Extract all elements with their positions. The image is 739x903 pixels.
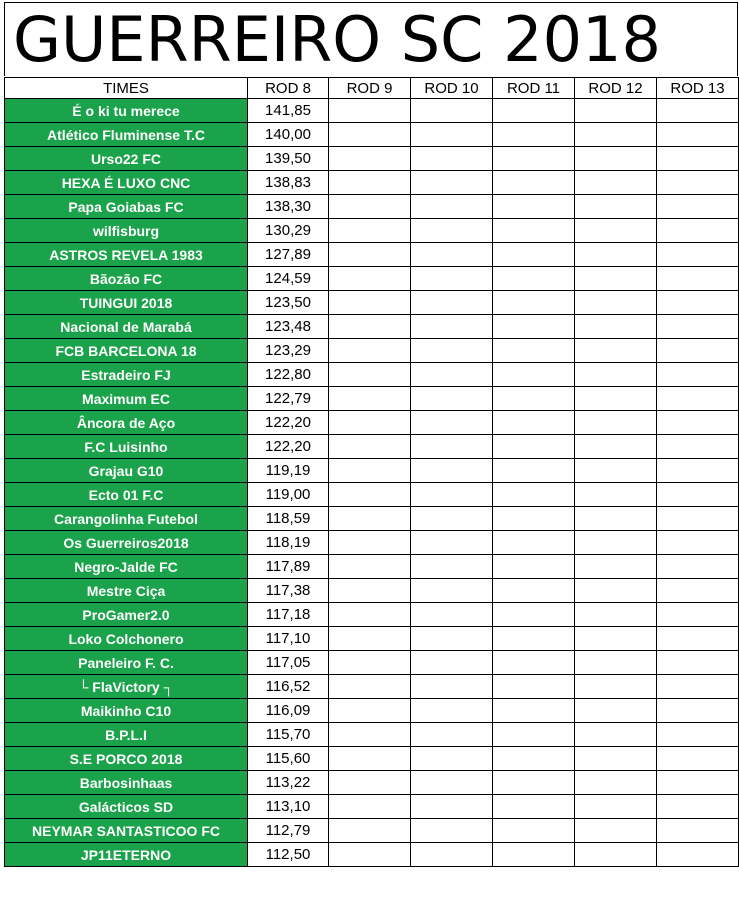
rod8-score-cell[interactable]: 124,59 — [248, 267, 329, 291]
rod10-score-cell[interactable] — [411, 531, 493, 555]
rod8-score-cell[interactable]: 123,48 — [248, 315, 329, 339]
rod10-score-cell[interactable] — [411, 651, 493, 675]
column-header-rod10[interactable]: ROD 10 — [411, 78, 493, 99]
rod11-score-cell[interactable] — [493, 267, 575, 291]
rod10-score-cell[interactable] — [411, 291, 493, 315]
table-row — [5, 195, 739, 219]
rod9-score-cell[interactable] — [329, 507, 411, 531]
rod11-score-cell[interactable] — [493, 315, 575, 339]
table-row — [5, 555, 739, 579]
rod11-score-cell[interactable] — [493, 195, 575, 219]
rod12-score-cell[interactable] — [575, 843, 657, 867]
rod13-score-cell[interactable] — [657, 771, 739, 795]
rod13-score-cell[interactable] — [657, 603, 739, 627]
rod11-score-cell[interactable] — [493, 459, 575, 483]
rod9-score-cell[interactable] — [329, 123, 411, 147]
rod12-score-cell[interactable] — [575, 483, 657, 507]
rod10-score-cell[interactable] — [411, 507, 493, 531]
rod9-score-cell[interactable] — [329, 819, 411, 843]
team-name-cell[interactable]: wilfisburg — [5, 219, 248, 243]
rod11-score-cell[interactable] — [493, 651, 575, 675]
rod11-score-cell[interactable] — [493, 843, 575, 867]
table-row — [5, 315, 739, 339]
rod13-score-cell[interactable] — [657, 147, 739, 171]
table-row — [5, 699, 739, 723]
rod11-score-cell[interactable] — [493, 99, 575, 123]
team-name-cell[interactable]: Âncora de Aço — [5, 411, 248, 435]
rod11-score-cell[interactable] — [493, 723, 575, 747]
team-name-cell[interactable]: Maikinho C10 — [5, 699, 248, 723]
rod12-score-cell[interactable] — [575, 627, 657, 651]
team-name-cell[interactable]: Barbosinhaas — [5, 771, 248, 795]
rod11-score-cell[interactable] — [493, 531, 575, 555]
rod13-score-cell[interactable] — [657, 723, 739, 747]
team-name-cell[interactable]: Negro-Jalde FC — [5, 555, 248, 579]
rod13-score-cell[interactable] — [657, 171, 739, 195]
team-name-cell[interactable]: Atlético Fluminense T.C — [5, 123, 248, 147]
rod10-score-cell[interactable] — [411, 123, 493, 147]
column-header-rod13[interactable]: ROD 13 — [657, 78, 739, 99]
standings-table — [4, 77, 739, 867]
rod13-score-cell[interactable] — [657, 363, 739, 387]
rod11-score-cell[interactable] — [493, 147, 575, 171]
table-row — [5, 579, 739, 603]
team-name-cell[interactable]: Carangolinha Futebol — [5, 507, 248, 531]
rod13-score-cell[interactable] — [657, 219, 739, 243]
rod8-score-cell[interactable]: 116,52 — [248, 675, 329, 699]
rod12-score-cell[interactable] — [575, 651, 657, 675]
rod9-score-cell[interactable] — [329, 579, 411, 603]
rod11-score-cell[interactable] — [493, 507, 575, 531]
rod13-score-cell[interactable] — [657, 747, 739, 771]
rod9-score-cell[interactable] — [329, 459, 411, 483]
rod9-score-cell[interactable] — [329, 699, 411, 723]
table-row — [5, 795, 739, 819]
team-name-cell[interactable]: F.C Luisinho — [5, 435, 248, 459]
rod8-score-cell[interactable]: 140,00 — [248, 123, 329, 147]
rod13-score-cell[interactable] — [657, 435, 739, 459]
rod9-score-cell[interactable] — [329, 243, 411, 267]
table-row — [5, 435, 739, 459]
table-row — [5, 219, 739, 243]
rod10-score-cell[interactable] — [411, 459, 493, 483]
rod13-score-cell[interactable] — [657, 411, 739, 435]
rod8-score-cell[interactable]: 141,85 — [248, 99, 329, 123]
rod9-score-cell[interactable] — [329, 747, 411, 771]
rod11-score-cell[interactable] — [493, 123, 575, 147]
team-name-cell[interactable]: JP11ETERNO — [5, 843, 248, 867]
table-row — [5, 387, 739, 411]
table-row — [5, 723, 739, 747]
rod8-score-cell[interactable]: 130,29 — [248, 219, 329, 243]
team-name-cell[interactable]: FCB BARCELONA 18 — [5, 339, 248, 363]
table-row — [5, 147, 739, 171]
rod13-score-cell[interactable] — [657, 651, 739, 675]
rod12-score-cell[interactable] — [575, 99, 657, 123]
rod8-score-cell[interactable]: 117,10 — [248, 627, 329, 651]
team-name-cell[interactable]: S.E PORCO 2018 — [5, 747, 248, 771]
rod10-score-cell[interactable] — [411, 171, 493, 195]
rod13-score-cell[interactable] — [657, 555, 739, 579]
team-name-cell[interactable]: HEXA É LUXO CNC — [5, 171, 248, 195]
table-row — [5, 267, 739, 291]
rod8-score-cell[interactable]: 127,89 — [248, 243, 329, 267]
table-row — [5, 819, 739, 843]
rod11-score-cell[interactable] — [493, 747, 575, 771]
rod11-score-cell[interactable] — [493, 555, 575, 579]
rod12-score-cell[interactable] — [575, 195, 657, 219]
rod10-score-cell[interactable] — [411, 147, 493, 171]
rod12-score-cell[interactable] — [575, 387, 657, 411]
table-row — [5, 603, 739, 627]
rod12-score-cell[interactable] — [575, 771, 657, 795]
rod13-score-cell[interactable] — [657, 387, 739, 411]
rod8-score-cell[interactable]: 119,19 — [248, 459, 329, 483]
rod10-score-cell[interactable] — [411, 387, 493, 411]
rod12-score-cell[interactable] — [575, 723, 657, 747]
table-row — [5, 171, 739, 195]
rod8-score-cell[interactable]: 123,50 — [248, 291, 329, 315]
rod12-score-cell[interactable] — [575, 363, 657, 387]
rod10-score-cell[interactable] — [411, 627, 493, 651]
rod11-score-cell[interactable] — [493, 171, 575, 195]
rod9-score-cell[interactable] — [329, 627, 411, 651]
table-row — [5, 747, 739, 771]
rod8-score-cell[interactable]: 118,19 — [248, 531, 329, 555]
rod10-score-cell[interactable] — [411, 435, 493, 459]
rod12-score-cell[interactable] — [575, 315, 657, 339]
rod13-score-cell[interactable] — [657, 819, 739, 843]
rod12-score-cell[interactable] — [575, 579, 657, 603]
rod13-score-cell[interactable] — [657, 531, 739, 555]
team-name-cell[interactable]: B.P.L.I — [5, 723, 248, 747]
table-row — [5, 411, 739, 435]
rod9-score-cell[interactable] — [329, 363, 411, 387]
team-name-cell[interactable]: Paneleiro F. C. — [5, 651, 248, 675]
table-row — [5, 627, 739, 651]
rod12-score-cell[interactable] — [575, 459, 657, 483]
rod11-score-cell[interactable] — [493, 675, 575, 699]
rod11-score-cell[interactable] — [493, 627, 575, 651]
team-name-cell[interactable]: Nacional de Marabá — [5, 315, 248, 339]
rod9-score-cell[interactable] — [329, 219, 411, 243]
team-name-cell[interactable]: ProGamer2.0 — [5, 603, 248, 627]
rod13-score-cell[interactable] — [657, 123, 739, 147]
rod9-score-cell[interactable] — [329, 483, 411, 507]
table-row — [5, 771, 739, 795]
rod9-score-cell[interactable] — [329, 147, 411, 171]
rod8-score-cell[interactable]: 122,20 — [248, 411, 329, 435]
rod11-score-cell[interactable] — [493, 291, 575, 315]
rod13-score-cell[interactable] — [657, 627, 739, 651]
rod9-score-cell[interactable] — [329, 267, 411, 291]
table-body — [5, 99, 739, 867]
rod10-score-cell[interactable] — [411, 723, 493, 747]
team-name-cell[interactable]: Maximum EC — [5, 387, 248, 411]
rod12-score-cell[interactable] — [575, 531, 657, 555]
table-row — [5, 243, 739, 267]
table-row — [5, 651, 739, 675]
table-row — [5, 123, 739, 147]
rod10-score-cell[interactable] — [411, 339, 493, 363]
rod8-score-cell[interactable]: 117,05 — [248, 651, 329, 675]
rod8-score-cell[interactable]: 113,10 — [248, 795, 329, 819]
rod10-score-cell[interactable] — [411, 99, 493, 123]
rod9-score-cell[interactable] — [329, 555, 411, 579]
rod12-score-cell[interactable] — [575, 291, 657, 315]
rod11-score-cell[interactable] — [493, 483, 575, 507]
team-name-cell[interactable]: Urso22 FC — [5, 147, 248, 171]
rod9-score-cell[interactable] — [329, 411, 411, 435]
rod10-score-cell[interactable] — [411, 747, 493, 771]
rod9-score-cell[interactable] — [329, 435, 411, 459]
rod9-score-cell[interactable] — [329, 603, 411, 627]
rod8-score-cell[interactable]: 122,80 — [248, 363, 329, 387]
rod10-score-cell[interactable] — [411, 411, 493, 435]
team-name-cell[interactable]: NEYMAR SANTASTICOO FC — [5, 819, 248, 843]
table-row — [5, 531, 739, 555]
rod12-score-cell[interactable] — [575, 819, 657, 843]
table-row — [5, 363, 739, 387]
rod8-score-cell[interactable]: 112,50 — [248, 843, 329, 867]
column-header-rod11[interactable]: ROD 11 — [493, 78, 575, 99]
rod8-score-cell[interactable]: 118,59 — [248, 507, 329, 531]
rod10-score-cell[interactable] — [411, 675, 493, 699]
rod12-score-cell[interactable] — [575, 219, 657, 243]
rod10-score-cell[interactable] — [411, 243, 493, 267]
rod11-score-cell[interactable] — [493, 243, 575, 267]
rod10-score-cell[interactable] — [411, 699, 493, 723]
table-row — [5, 843, 739, 867]
rod8-score-cell[interactable]: 139,50 — [248, 147, 329, 171]
rod8-score-cell[interactable]: 123,29 — [248, 339, 329, 363]
rod11-score-cell[interactable] — [493, 579, 575, 603]
rod9-score-cell[interactable] — [329, 843, 411, 867]
team-name-cell[interactable]: Galácticos SD — [5, 795, 248, 819]
rod9-score-cell[interactable] — [329, 723, 411, 747]
rod8-score-cell[interactable]: 115,70 — [248, 723, 329, 747]
rod10-score-cell[interactable] — [411, 795, 493, 819]
rod8-score-cell[interactable]: 113,22 — [248, 771, 329, 795]
rod9-score-cell[interactable] — [329, 795, 411, 819]
header-row — [5, 78, 739, 99]
sheet-title[interactable]: GUERREIRO SC 2018 — [4, 2, 738, 76]
rod12-score-cell[interactable] — [575, 747, 657, 771]
rod11-score-cell[interactable] — [493, 771, 575, 795]
rod13-score-cell[interactable] — [657, 315, 739, 339]
rod13-score-cell[interactable] — [657, 675, 739, 699]
team-name-cell[interactable]: └ FlaVictory ┐ — [5, 675, 248, 699]
rod10-score-cell[interactable] — [411, 771, 493, 795]
rod10-score-cell[interactable] — [411, 603, 493, 627]
rod13-score-cell[interactable] — [657, 795, 739, 819]
team-name-cell[interactable]: TUINGUI 2018 — [5, 291, 248, 315]
rod9-score-cell[interactable] — [329, 387, 411, 411]
table-row — [5, 459, 739, 483]
rod10-score-cell[interactable] — [411, 579, 493, 603]
rod10-score-cell[interactable] — [411, 195, 493, 219]
rod12-score-cell[interactable] — [575, 795, 657, 819]
rod11-score-cell[interactable] — [493, 339, 575, 363]
rod11-score-cell[interactable] — [493, 219, 575, 243]
team-name-cell[interactable]: Grajau G10 — [5, 459, 248, 483]
rod13-score-cell[interactable] — [657, 843, 739, 867]
rod13-score-cell[interactable] — [657, 195, 739, 219]
rod10-score-cell[interactable] — [411, 267, 493, 291]
rod8-score-cell[interactable]: 122,79 — [248, 387, 329, 411]
table-row — [5, 507, 739, 531]
rod11-score-cell[interactable] — [493, 411, 575, 435]
column-header-rod8[interactable]: ROD 8 — [248, 78, 329, 99]
rod12-score-cell[interactable] — [575, 171, 657, 195]
rod9-score-cell[interactable] — [329, 531, 411, 555]
team-name-cell[interactable]: ASTROS REVELA 1983 — [5, 243, 248, 267]
rod13-score-cell[interactable] — [657, 99, 739, 123]
rod9-score-cell[interactable] — [329, 99, 411, 123]
team-name-cell[interactable]: Mestre Ciça — [5, 579, 248, 603]
rod10-score-cell[interactable] — [411, 315, 493, 339]
rod10-score-cell[interactable] — [411, 219, 493, 243]
rod13-score-cell[interactable] — [657, 267, 739, 291]
rod11-score-cell[interactable] — [493, 387, 575, 411]
team-name-cell[interactable]: Os Guerreiros2018 — [5, 531, 248, 555]
rod9-score-cell[interactable] — [329, 171, 411, 195]
rod12-score-cell[interactable] — [575, 507, 657, 531]
team-name-cell[interactable]: É o ki tu merece — [5, 99, 248, 123]
rod12-score-cell[interactable] — [575, 267, 657, 291]
rod8-score-cell[interactable]: 122,20 — [248, 435, 329, 459]
rod11-score-cell[interactable] — [493, 603, 575, 627]
rod13-score-cell[interactable] — [657, 459, 739, 483]
table-row — [5, 483, 739, 507]
rod13-score-cell[interactable] — [657, 507, 739, 531]
rod8-score-cell[interactable]: 119,00 — [248, 483, 329, 507]
rod12-score-cell[interactable] — [575, 603, 657, 627]
rod12-score-cell[interactable] — [575, 435, 657, 459]
team-name-cell[interactable]: Loko Colchonero — [5, 627, 248, 651]
rod8-score-cell[interactable]: 117,18 — [248, 603, 329, 627]
rod13-score-cell[interactable] — [657, 579, 739, 603]
rod9-score-cell[interactable] — [329, 195, 411, 219]
rod8-score-cell[interactable]: 138,83 — [248, 171, 329, 195]
rod10-score-cell[interactable] — [411, 483, 493, 507]
rod9-score-cell[interactable] — [329, 339, 411, 363]
rod9-score-cell[interactable] — [329, 291, 411, 315]
rod11-score-cell[interactable] — [493, 795, 575, 819]
table-row — [5, 675, 739, 699]
column-header-rod9[interactable]: ROD 9 — [329, 78, 411, 99]
rod12-score-cell[interactable] — [575, 243, 657, 267]
team-name-cell[interactable]: Estradeiro FJ — [5, 363, 248, 387]
table-row — [5, 99, 739, 123]
rod10-score-cell[interactable] — [411, 843, 493, 867]
rod12-score-cell[interactable] — [575, 675, 657, 699]
rod13-score-cell[interactable] — [657, 243, 739, 267]
rod11-score-cell[interactable] — [493, 435, 575, 459]
rod13-score-cell[interactable] — [657, 699, 739, 723]
team-name-cell[interactable]: Papa Goiabas FC — [5, 195, 248, 219]
rod12-score-cell[interactable] — [575, 339, 657, 363]
table-row — [5, 339, 739, 363]
rod8-score-cell[interactable]: 117,38 — [248, 579, 329, 603]
rod9-score-cell[interactable] — [329, 315, 411, 339]
rod8-score-cell[interactable]: 116,09 — [248, 699, 329, 723]
rod9-score-cell[interactable] — [329, 771, 411, 795]
rod11-score-cell[interactable] — [493, 363, 575, 387]
team-name-cell[interactable]: Bãozão FC — [5, 267, 248, 291]
rod10-score-cell[interactable] — [411, 819, 493, 843]
rod12-score-cell[interactable] — [575, 555, 657, 579]
table-row — [5, 291, 739, 315]
rod11-score-cell[interactable] — [493, 699, 575, 723]
rod13-score-cell[interactable] — [657, 483, 739, 507]
rod13-score-cell[interactable] — [657, 291, 739, 315]
rod12-score-cell[interactable] — [575, 411, 657, 435]
rod8-score-cell[interactable]: 138,30 — [248, 195, 329, 219]
rod10-score-cell[interactable] — [411, 363, 493, 387]
rod8-score-cell[interactable]: 115,60 — [248, 747, 329, 771]
rod8-score-cell[interactable]: 112,79 — [248, 819, 329, 843]
rod12-score-cell[interactable] — [575, 147, 657, 171]
rod9-score-cell[interactable] — [329, 651, 411, 675]
team-name-cell[interactable]: Ecto 01 F.C — [5, 483, 248, 507]
rod12-score-cell[interactable] — [575, 123, 657, 147]
rod13-score-cell[interactable] — [657, 339, 739, 363]
rod10-score-cell[interactable] — [411, 555, 493, 579]
rod11-score-cell[interactable] — [493, 819, 575, 843]
column-header-times[interactable]: TIMES — [5, 78, 248, 99]
rod12-score-cell[interactable] — [575, 699, 657, 723]
rod8-score-cell[interactable]: 117,89 — [248, 555, 329, 579]
column-header-rod12[interactable]: ROD 12 — [575, 78, 657, 99]
rod9-score-cell[interactable] — [329, 675, 411, 699]
